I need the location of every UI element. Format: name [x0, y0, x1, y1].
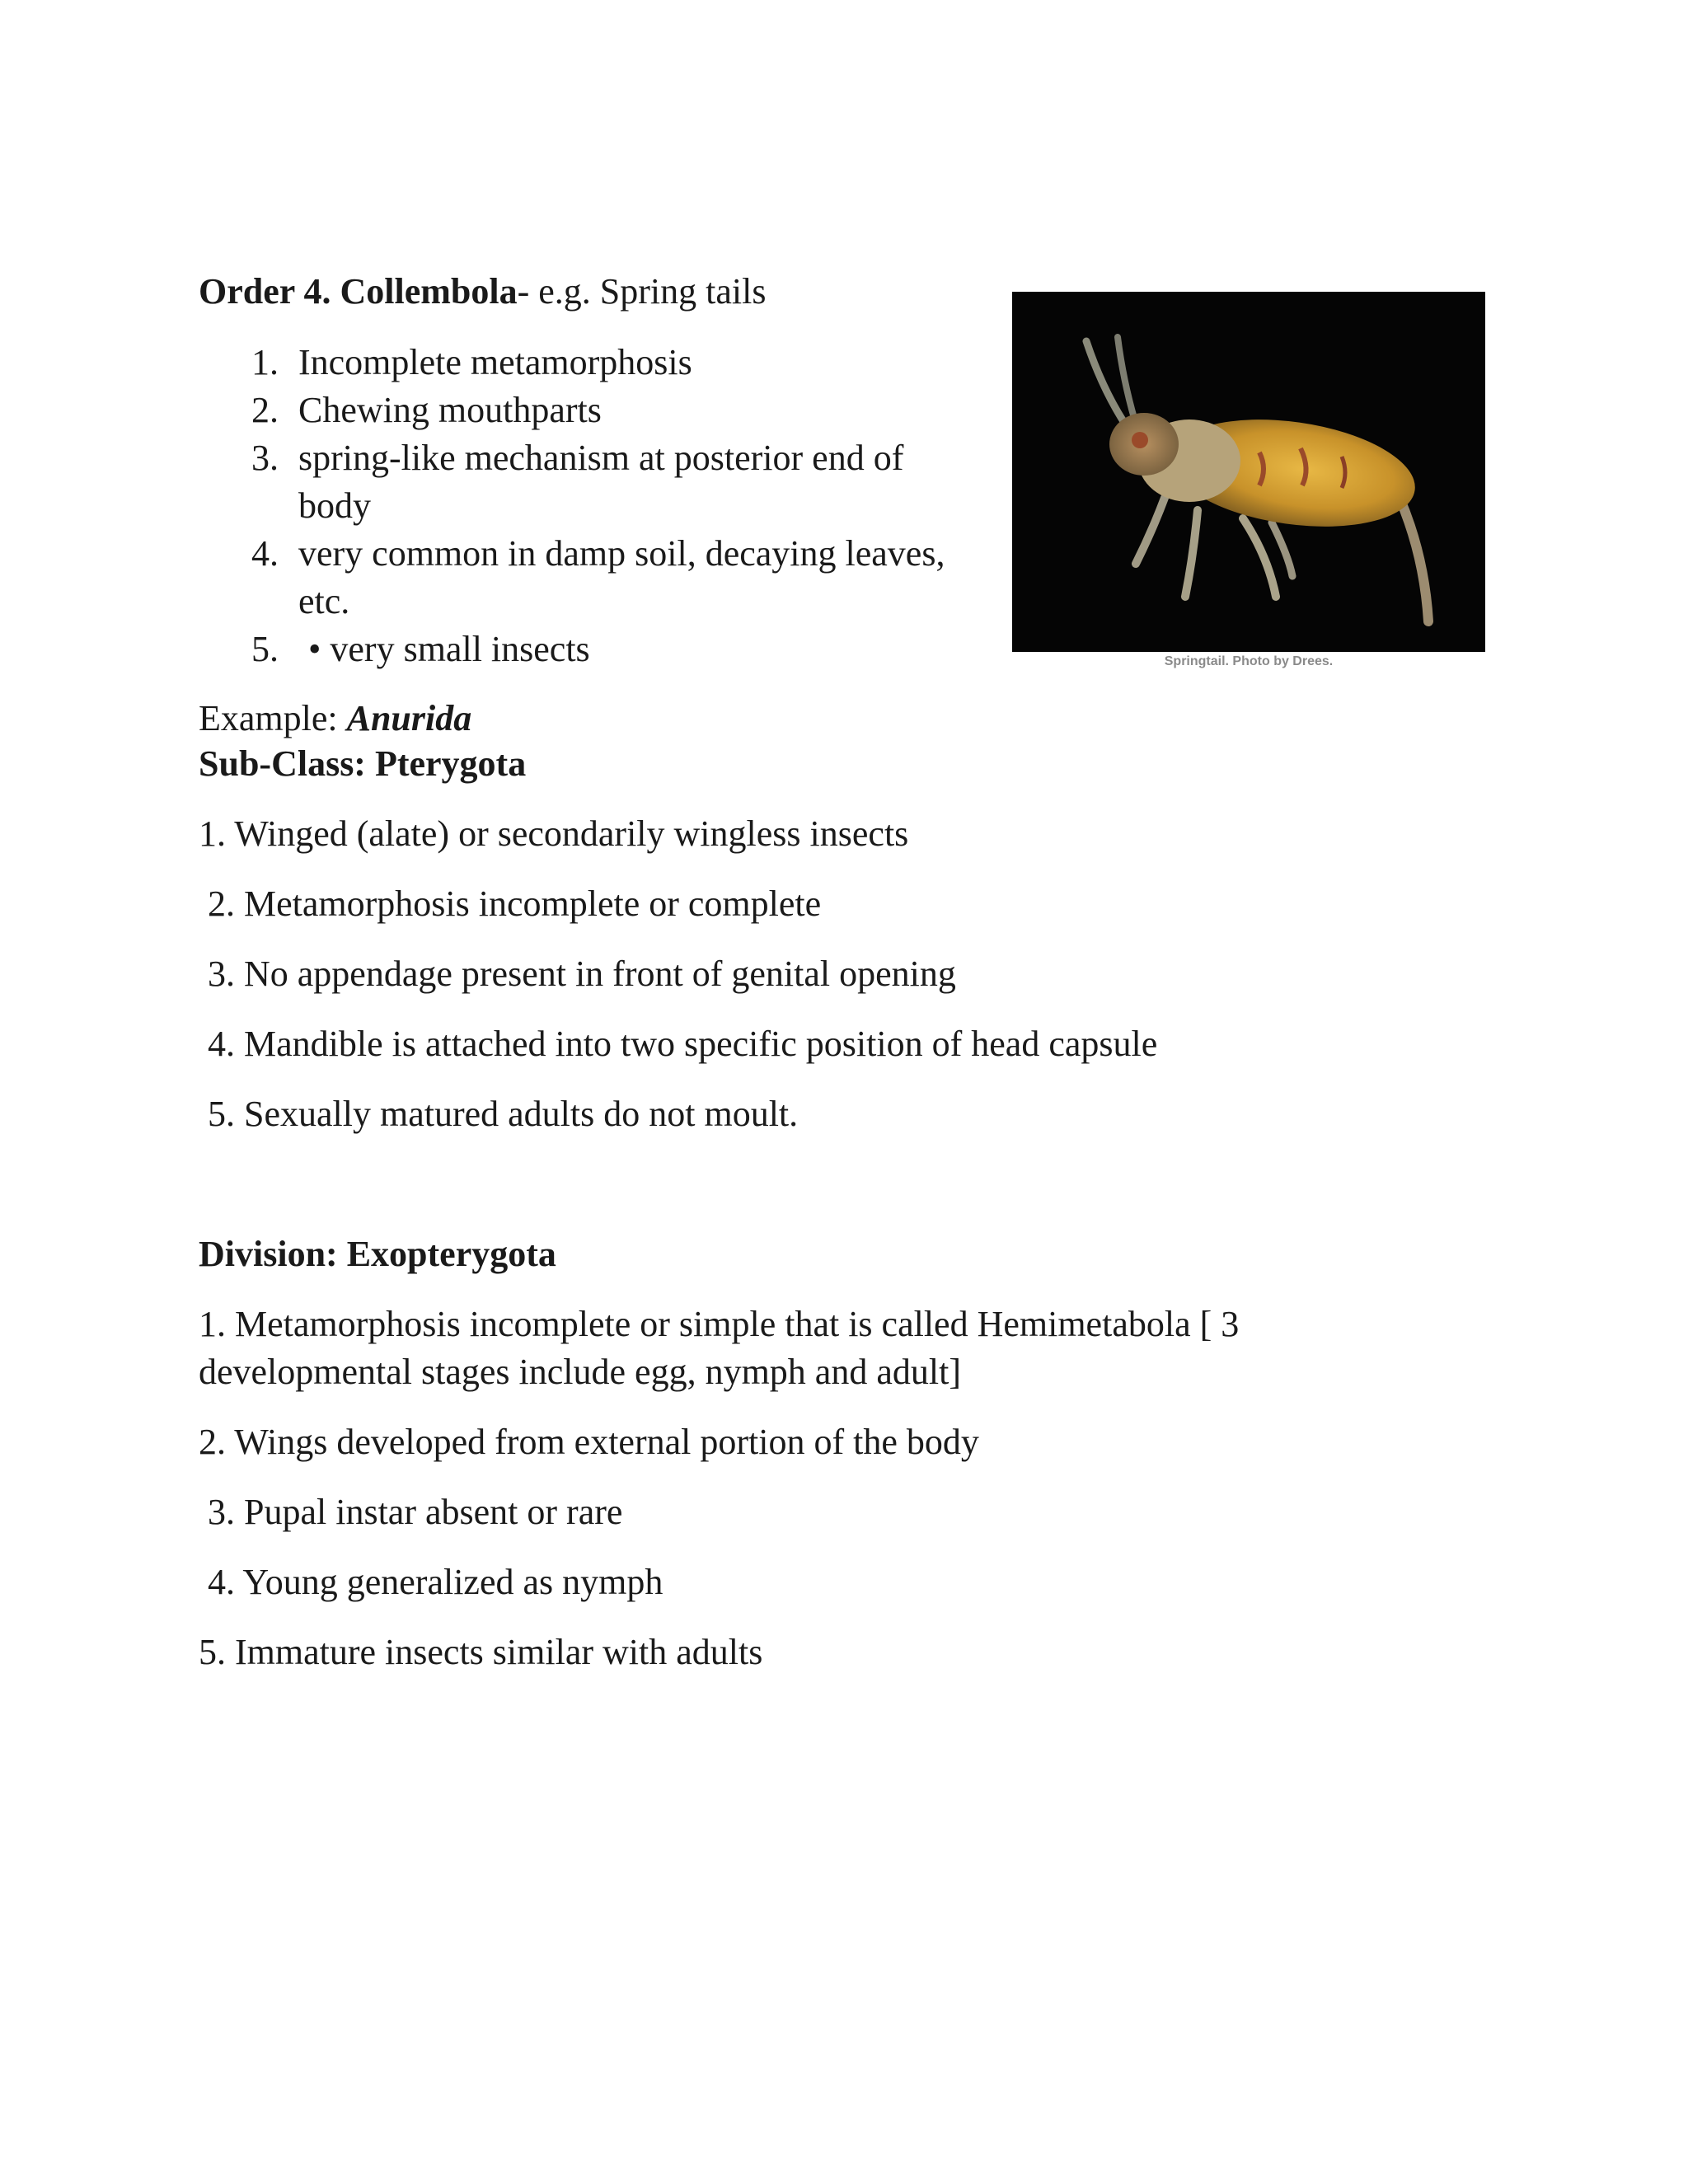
subclass-heading: Sub-Class: Pterygota	[199, 743, 527, 784]
division-point: 4. Young generalized as nymph	[199, 1562, 663, 1602]
division-point: 3. Pupal instar absent or rare	[199, 1492, 623, 1532]
list-item-number: 3.	[251, 438, 279, 478]
springtail-photo	[1012, 292, 1485, 652]
order-heading-bold: Order 4. Collembola	[199, 271, 518, 312]
division-point: 2. Wings developed from external portion of the body	[199, 1422, 979, 1462]
order-heading	[199, 269, 766, 315]
list-item: Incomplete metamorphosis	[298, 342, 692, 382]
subclass-point: 5. Sexually matured adults do not moult.	[199, 1094, 799, 1134]
subclass-point: 3. No appendage present in front of genital opening	[199, 954, 956, 994]
list-item: • very small insects	[308, 629, 590, 669]
division-point: 1. Metamorphosis incomplete or simple that is called Hemimetabola [ 3	[199, 1304, 1240, 1344]
subclass-point: 1. Winged (alate) or secondarily wingless insects	[199, 813, 909, 854]
springtail-illustration	[1012, 292, 1485, 652]
list-item: Chewing mouthparts	[298, 390, 602, 430]
list-item-number: 2.	[251, 390, 279, 430]
photo-caption: Springtail. Photo by Drees.	[1164, 654, 1334, 668]
list-item-continuation: etc.	[298, 581, 350, 621]
division-heading: Division: Exopterygota	[199, 1234, 556, 1274]
list-item: very common in damp soil, decaying leaves,	[298, 533, 945, 574]
division-point: 5. Immature insects similar with adults	[199, 1632, 763, 1672]
subclass-point: 4. Mandible is attached into two specific position of head capsule	[199, 1024, 1158, 1064]
example-line	[199, 696, 471, 742]
order-heading-rest: - e.g. Spring tails	[517, 271, 767, 312]
list-item-number: 1.	[251, 342, 279, 382]
subclass-point: 2. Metamorphosis incomplete or complete	[199, 883, 822, 924]
list-item-number: 5.	[251, 629, 279, 669]
list-item-continuation: body	[298, 485, 371, 526]
example-genus: Anurida	[346, 698, 472, 738]
list-item-number: 4.	[251, 533, 279, 574]
example-label: Example:	[199, 698, 347, 738]
list-item: spring-like mechanism at posterior end of	[298, 438, 904, 478]
division-point-continuation: developmental stages include egg, nymph and adult]	[199, 1352, 961, 1392]
